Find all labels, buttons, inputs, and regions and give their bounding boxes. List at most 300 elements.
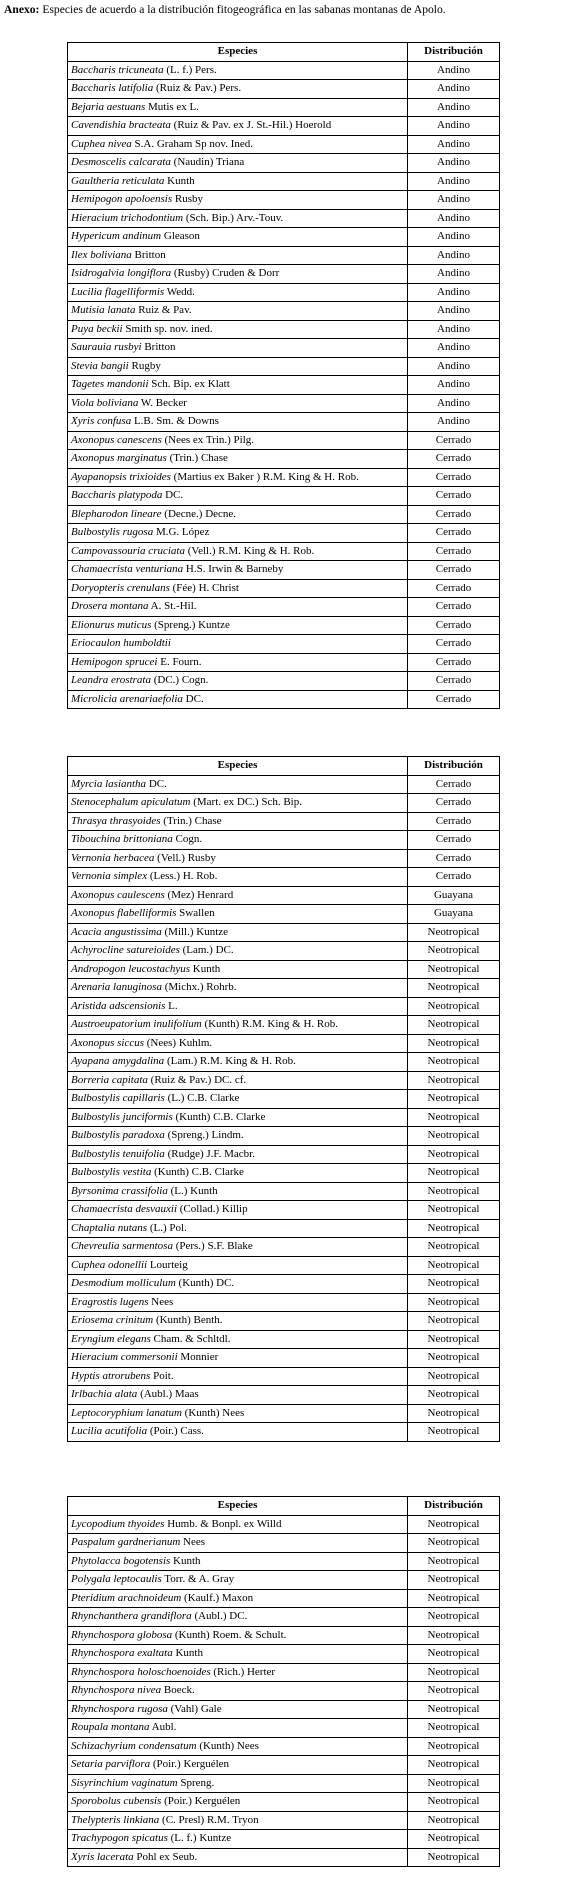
- species-cell: [68, 431, 408, 450]
- distribution-cell: Neotropical: [408, 1238, 500, 1257]
- header-distribucion: Distribución: [408, 757, 500, 776]
- distribution-cell: Neotropical: [408, 1182, 500, 1201]
- table-row: [68, 635, 500, 654]
- species-name: Mutisia lanata: [71, 304, 136, 317]
- table-row: [68, 1645, 500, 1664]
- species-author: Britton: [141, 341, 176, 354]
- table-row: [68, 905, 500, 924]
- species-cell: [68, 265, 408, 284]
- species-author: Wedd.: [164, 285, 195, 298]
- species-name: Lucilia acutifolia: [71, 1425, 148, 1438]
- species-cell: [68, 1756, 408, 1775]
- species-cell: [68, 1145, 408, 1164]
- species-author: Britton: [131, 248, 166, 261]
- table-row: [68, 487, 500, 506]
- distribution-cell: Neotropical: [408, 1293, 500, 1312]
- table-row: [68, 413, 500, 432]
- species-author: Pohl ex Seub.: [133, 1850, 198, 1863]
- species-author: (C. Presl) R.M. Tryon: [159, 1813, 259, 1826]
- species-author: Torr. & A. Gray: [161, 1573, 235, 1586]
- species-name: Bulbostylis junciformis: [71, 1110, 173, 1123]
- distribution-cell: Cerrado: [408, 849, 500, 868]
- distribution-cell: Neotropical: [408, 1016, 500, 1035]
- table-row: [68, 505, 500, 524]
- species-name: Aristida adscensionis: [71, 999, 166, 1012]
- species-name: Isidrogalvia longiflora: [71, 267, 172, 280]
- table-row: [68, 598, 500, 617]
- species-author: Mutis ex L.: [145, 100, 200, 113]
- species-cell: [68, 209, 408, 228]
- species-cell: [68, 61, 408, 80]
- species-cell: [68, 191, 408, 210]
- table-row: [68, 1367, 500, 1386]
- species-cell: [68, 868, 408, 887]
- species-cell: [68, 117, 408, 136]
- header-especies: Especies: [68, 43, 408, 62]
- species-name: Pteridium arachnoideum: [71, 1591, 182, 1604]
- species-cell: [68, 672, 408, 691]
- species-author: (Rich.) Herter: [210, 1665, 276, 1678]
- table-row: [68, 1719, 500, 1738]
- species-author: (Decne.) Decne.: [161, 507, 237, 520]
- distribution-cell: Andino: [408, 191, 500, 210]
- species-cell: [68, 413, 408, 432]
- species-name: Baccharis tricuneata: [71, 63, 164, 76]
- distribution-cell: Neotropical: [408, 1811, 500, 1830]
- table-row: [68, 775, 500, 794]
- distribution-cell: Neotropical: [408, 1830, 500, 1849]
- table-row: [68, 1330, 500, 1349]
- species-author: Poit.: [150, 1369, 174, 1382]
- species-cell: [68, 505, 408, 524]
- species-name: Vernonia simplex: [71, 870, 148, 883]
- species-author: Cogn.: [172, 833, 203, 846]
- species-author: (Martius ex Baker ) R.M. King & H. Rob.: [170, 470, 359, 483]
- species-author: (Mez) Henrard: [164, 888, 234, 901]
- distribution-cell: Neotropical: [408, 1404, 500, 1423]
- table-row: [68, 1108, 500, 1127]
- species-cell: [68, 1219, 408, 1238]
- table-row: [68, 80, 500, 99]
- species-author: L.: [165, 999, 178, 1012]
- species-cell: [68, 135, 408, 154]
- table-row: [68, 228, 500, 247]
- table-row: [68, 1293, 500, 1312]
- table-row: [68, 1589, 500, 1608]
- species-author: (L.) Pol.: [147, 1221, 187, 1234]
- table-row: [68, 1145, 500, 1164]
- table-row: [68, 135, 500, 154]
- distribution-cell: Cerrado: [408, 653, 500, 672]
- species-cell: [68, 246, 408, 265]
- species-name: Viola boliviana: [71, 396, 139, 409]
- distribution-cell: Cerrado: [408, 672, 500, 691]
- distribution-cell: Guayana: [408, 886, 500, 905]
- header-row: [68, 1497, 500, 1516]
- species-cell: [68, 794, 408, 813]
- distribution-cell: Andino: [408, 339, 500, 358]
- distribution-cell: Neotropical: [408, 923, 500, 942]
- table-row: [68, 616, 500, 635]
- species-author: (Kunth) R.M. King & H. Rob.: [201, 1018, 338, 1031]
- species-cell: [68, 1589, 408, 1608]
- table-row: [68, 468, 500, 487]
- distribution-cell: Andino: [408, 265, 500, 284]
- species-name: Rhynchospora exaltata: [71, 1647, 173, 1660]
- species-name: Phytolacca bogotensis: [71, 1554, 171, 1567]
- table-row: [68, 1552, 500, 1571]
- distribution-cell: Cerrado: [408, 468, 500, 487]
- distribution-cell: Andino: [408, 320, 500, 339]
- distribution-cell: Neotropical: [408, 960, 500, 979]
- table-row: [68, 690, 500, 709]
- table-row: [68, 450, 500, 469]
- species-name: Ayapanopsis trixioides: [71, 470, 171, 483]
- species-cell: [68, 320, 408, 339]
- table-row: [68, 794, 500, 813]
- species-cell: [68, 487, 408, 506]
- species-name: Saurauia rusbyi: [71, 341, 142, 354]
- species-author: (Mill.) Kuntze: [161, 925, 229, 938]
- species-name: Campovassouria cruciata: [71, 544, 185, 557]
- species-name: Thelypteris linkiana: [71, 1813, 160, 1826]
- header-distribucion: Distribución: [408, 43, 500, 62]
- species-author: (Ruiz & Pav. ex J. St.-Hil.) Hoerold: [170, 119, 332, 132]
- species-author: (Naudin) Triana: [170, 156, 245, 169]
- species-cell: [68, 1811, 408, 1830]
- species-cell: [68, 1108, 408, 1127]
- table-row: [68, 1238, 500, 1257]
- header-especies: Especies: [68, 757, 408, 776]
- distribution-cell: Neotropical: [408, 1571, 500, 1590]
- table-row: [68, 209, 500, 228]
- species-cell: [68, 172, 408, 191]
- table-row: [68, 1053, 500, 1072]
- species-name: Hieracium commersonii: [71, 1351, 178, 1364]
- distribution-cell: Neotropical: [408, 1275, 500, 1294]
- distribution-cell: Neotropical: [408, 1719, 500, 1738]
- species-author: (Spreng.) Lindm.: [164, 1129, 244, 1142]
- table-row: [68, 61, 500, 80]
- species-name: Chevreulia sarmentosa: [71, 1240, 173, 1253]
- species-cell: [68, 357, 408, 376]
- species-author: Kunth: [164, 174, 195, 187]
- species-name: Ilex boliviana: [71, 248, 132, 261]
- species-cell: [68, 228, 408, 247]
- table-body: [68, 61, 500, 709]
- species-name: Sisyrinchium vaginatum: [71, 1776, 178, 1789]
- species-name: Polygala leptocaulis: [71, 1573, 162, 1586]
- table-row: [68, 942, 500, 961]
- species-table-1: [67, 42, 500, 709]
- species-cell: [68, 979, 408, 998]
- species-author: Nees: [148, 1295, 174, 1308]
- distribution-cell: Neotropical: [408, 1756, 500, 1775]
- species-name: Borreria capitata: [71, 1073, 148, 1086]
- species-author: (Rudge) J.F. Macbr.: [164, 1147, 255, 1160]
- distribution-cell: Cerrado: [408, 775, 500, 794]
- table-row: [68, 1201, 500, 1220]
- species-name: Doryopteris crenulans: [71, 581, 170, 594]
- distribution-cell: Andino: [408, 228, 500, 247]
- species-name: Lycopodium thyoides: [71, 1517, 165, 1530]
- species-cell: [68, 1201, 408, 1220]
- species-name: Chaptalia nutans: [71, 1221, 148, 1234]
- table-row: [68, 1182, 500, 1201]
- distribution-cell: Neotropical: [408, 1256, 500, 1275]
- table-row: [68, 979, 500, 998]
- distribution-cell: Neotropical: [408, 1201, 500, 1220]
- distribution-cell: Cerrado: [408, 524, 500, 543]
- table-row: [68, 1830, 500, 1849]
- distribution-cell: Andino: [408, 413, 500, 432]
- species-name: Irlbachia alata: [71, 1388, 138, 1401]
- header-row: [68, 43, 500, 62]
- species-name: Acacia angustissima: [71, 925, 162, 938]
- species-author: (Mart. ex DC.) Sch. Bip.: [190, 796, 302, 809]
- species-author: Aubl.: [149, 1721, 177, 1734]
- table-row: [68, 812, 500, 831]
- species-name: Trachypogon spicatus: [71, 1832, 168, 1845]
- species-cell: [68, 1719, 408, 1738]
- table-row: [68, 1423, 500, 1442]
- species-cell: [68, 831, 408, 850]
- species-author: Kunth: [172, 1647, 203, 1660]
- species-cell: [68, 598, 408, 617]
- species-author: Smith sp. nov. ined.: [122, 322, 213, 335]
- species-table-3: [67, 1496, 500, 1867]
- species-cell: [68, 1238, 408, 1257]
- species-name: Myrcia lasiantha: [71, 777, 147, 790]
- table-row: [68, 1386, 500, 1405]
- distribution-cell: Andino: [408, 117, 500, 136]
- table-row: [68, 1571, 500, 1590]
- table-row: [68, 1756, 500, 1775]
- distribution-cell: Neotropical: [408, 1552, 500, 1571]
- species-name: Puya beckii: [71, 322, 123, 335]
- species-author: (Trin.) Chase: [160, 814, 222, 827]
- distribution-cell: Neotropical: [408, 1071, 500, 1090]
- species-author: (Kunth) C.B. Clarke: [172, 1110, 266, 1123]
- species-cell: [68, 616, 408, 635]
- distribution-cell: Andino: [408, 302, 500, 321]
- species-name: Arenaria lanuginosa: [71, 981, 162, 994]
- table-row: [68, 1737, 500, 1756]
- distribution-cell: Andino: [408, 209, 500, 228]
- species-name: Tibouchina brittoniana: [71, 833, 173, 846]
- species-author: L.B. Sm. & Downs: [131, 415, 219, 428]
- distribution-cell: Cerrado: [408, 450, 500, 469]
- species-cell: [68, 1663, 408, 1682]
- table-body: [68, 1515, 500, 1867]
- species-cell: [68, 339, 408, 358]
- species-cell: [68, 376, 408, 395]
- species-cell: [68, 812, 408, 831]
- species-name: Bulbostylis capillaris: [71, 1092, 165, 1105]
- table-row: [68, 1071, 500, 1090]
- distribution-cell: Andino: [408, 357, 500, 376]
- species-cell: [68, 997, 408, 1016]
- species-author: (Poir.) Kerguélen: [150, 1758, 230, 1771]
- species-cell: [68, 1367, 408, 1386]
- species-table-2: [67, 756, 500, 1442]
- distribution-cell: Neotropical: [408, 1219, 500, 1238]
- species-cell: [68, 1608, 408, 1627]
- distribution-cell: Neotropical: [408, 1589, 500, 1608]
- species-author: (Spreng.) Kuntze: [151, 618, 230, 631]
- species-name: Baccharis latifolia: [71, 82, 154, 95]
- species-name: Stenocephalum apiculatum: [71, 796, 191, 809]
- species-author: (Aubl.) Maas: [137, 1388, 199, 1401]
- species-name: Xyris confusa: [71, 415, 132, 428]
- table-row: [68, 320, 500, 339]
- distribution-cell: Cerrado: [408, 542, 500, 561]
- species-author: (Ruiz & Pav.) Pers.: [153, 82, 242, 95]
- species-name: Bulbostylis rugosa: [71, 526, 154, 539]
- distribution-cell: Guayana: [408, 905, 500, 924]
- species-name: Lucilia flagelliformis: [71, 285, 165, 298]
- species-name: Hemipogon sprucei: [71, 655, 158, 668]
- distribution-cell: Neotropical: [408, 1312, 500, 1331]
- species-name: Vernonia herbacea: [71, 851, 155, 864]
- species-author: (Nees) Kuhlm.: [144, 1036, 213, 1049]
- distribution-cell: Neotropical: [408, 1127, 500, 1146]
- table-row: [68, 923, 500, 942]
- species-name: Axonopus siccus: [71, 1036, 145, 1049]
- species-cell: [68, 923, 408, 942]
- species-cell: [68, 1127, 408, 1146]
- species-name: Roupala montana: [71, 1721, 150, 1734]
- table-row: [68, 98, 500, 117]
- distribution-cell: Cerrado: [408, 812, 500, 831]
- distribution-cell: Cerrado: [408, 831, 500, 850]
- species-author: (Fée) H. Christ: [169, 581, 239, 594]
- species-author: (Poir.) Kerguélen: [161, 1795, 241, 1808]
- distribution-cell: Neotropical: [408, 1515, 500, 1534]
- species-name: Austroeupatorium inulifolium: [71, 1018, 202, 1031]
- species-name: Cuphea odonellii: [71, 1258, 148, 1271]
- species-cell: [68, 690, 408, 709]
- species-author: (L. f.) Kuntze: [167, 1832, 232, 1845]
- species-author: (Kunth) Benth.: [153, 1314, 223, 1327]
- species-author: (Kunth) Roem. & Schult.: [172, 1628, 287, 1641]
- species-author: (L. f.) Pers.: [163, 63, 217, 76]
- species-name: Stevia bangii: [71, 359, 129, 372]
- table-row: [68, 339, 500, 358]
- table-row: [68, 672, 500, 691]
- distribution-cell: Neotropical: [408, 997, 500, 1016]
- table-row: [68, 1774, 500, 1793]
- species-cell: [68, 1848, 408, 1867]
- table-row: [68, 1515, 500, 1534]
- table-row: [68, 1349, 500, 1368]
- species-author: DC.: [146, 777, 167, 790]
- table-row: [68, 283, 500, 302]
- species-name: Xyris lacerata: [71, 1850, 134, 1863]
- table-row: [68, 1127, 500, 1146]
- distribution-cell: Cerrado: [408, 579, 500, 598]
- species-author: Nees: [180, 1536, 206, 1549]
- table-row: [68, 1534, 500, 1553]
- table-row: [68, 1793, 500, 1812]
- species-cell: [68, 1164, 408, 1183]
- species-author: (Nees ex Trin.) Pilg.: [161, 433, 255, 446]
- species-cell: [68, 1700, 408, 1719]
- species-author: Kunth: [190, 962, 221, 975]
- distribution-cell: Neotropical: [408, 1737, 500, 1756]
- species-cell: [68, 450, 408, 469]
- species-cell: [68, 1071, 408, 1090]
- distribution-cell: Cerrado: [408, 690, 500, 709]
- species-author: (Vell.) Rusby: [154, 851, 216, 864]
- table-row: [68, 886, 500, 905]
- species-name: Achyrocline satureioides: [71, 944, 180, 957]
- species-cell: [68, 561, 408, 580]
- species-name: Bulbostylis vestita: [71, 1166, 152, 1179]
- species-author: (DC.) Cogn.: [150, 674, 209, 687]
- species-author: (Ruiz & Pav.) DC. cf.: [147, 1073, 247, 1086]
- species-cell: [68, 1626, 408, 1645]
- species-author: Lourteig: [147, 1258, 188, 1271]
- distribution-cell: Andino: [408, 283, 500, 302]
- species-name: Axonopus marginatus: [71, 452, 167, 465]
- species-name: Hypericum andinum: [71, 230, 162, 243]
- species-cell: [68, 942, 408, 961]
- species-author: (Lam.) R.M. King & H. Rob.: [164, 1055, 296, 1068]
- distribution-cell: Neotropical: [408, 1164, 500, 1183]
- species-author: Kunth: [170, 1554, 201, 1567]
- species-name: Byrsonima crassifolia: [71, 1184, 168, 1197]
- species-name: Setaria parviflora: [71, 1758, 151, 1771]
- species-author: Gleason: [161, 230, 200, 243]
- species-cell: [68, 1682, 408, 1701]
- species-cell: [68, 635, 408, 654]
- distribution-cell: Neotropical: [408, 1700, 500, 1719]
- species-name: Drosera montana: [71, 600, 149, 613]
- table-row: [68, 997, 500, 1016]
- distribution-cell: Neotropical: [408, 1108, 500, 1127]
- species-name: Leandra erostrata: [71, 674, 151, 687]
- species-author: Rusby: [172, 193, 204, 206]
- distribution-cell: Andino: [408, 394, 500, 413]
- species-name: Bulbostylis paradoxa: [71, 1129, 165, 1142]
- species-cell: [68, 1830, 408, 1849]
- distribution-cell: Andino: [408, 135, 500, 154]
- species-cell: [68, 1016, 408, 1035]
- table-row: [68, 849, 500, 868]
- species-name: Chamaecrista venturiana: [71, 563, 184, 576]
- distribution-cell: Neotropical: [408, 1090, 500, 1109]
- species-cell: [68, 1515, 408, 1534]
- species-cell: [68, 1293, 408, 1312]
- species-cell: [68, 1534, 408, 1553]
- species-cell: [68, 1774, 408, 1793]
- distribution-cell: Neotropical: [408, 1367, 500, 1386]
- species-name: Rhynchanthera grandiflora: [71, 1610, 192, 1623]
- table-row: [68, 1848, 500, 1867]
- species-author: Boeck.: [161, 1684, 195, 1697]
- distribution-cell: Neotropical: [408, 942, 500, 961]
- species-name: Tagetes mandonii: [71, 378, 149, 391]
- species-name: Rhynchospora nivea: [71, 1684, 162, 1697]
- species-cell: [68, 1404, 408, 1423]
- distribution-cell: Cerrado: [408, 598, 500, 617]
- table-row: [68, 524, 500, 543]
- table-row: [68, 653, 500, 672]
- distribution-cell: Cerrado: [408, 616, 500, 635]
- species-author: (Less.) H. Rob.: [147, 870, 218, 883]
- distribution-cell: Neotropical: [408, 1645, 500, 1664]
